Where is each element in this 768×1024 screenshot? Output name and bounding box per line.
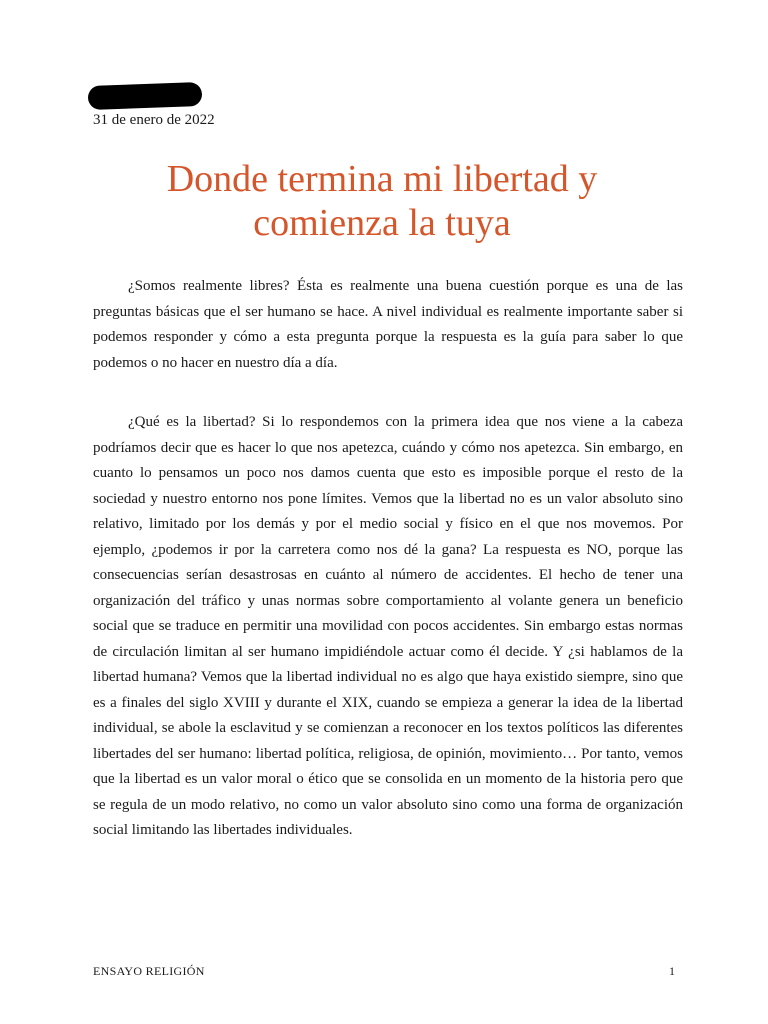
redacted-name-mark [88, 82, 203, 110]
document-date: 31 de enero de 2022 [93, 112, 215, 128]
document-title: Donde termina mi libertad y comienza la tuya [166, 158, 598, 244]
paragraph: ¿Qué es la libertad? Si lo respondemos con la primera idea que nos viene a la cabeza podríamos decir que es hacer lo que nos apetezca, cuándo y cómo nos apetezca. Sin embargo, en cuanto lo pensamos un poco nos damos cuenta que esto es imposible porque el resto de la sociedad y nuestro entorno nos pone límites. Vemos que la libertad no es un valor absoluto sino relativo, limitado por los demás y por el medio social y físico en el que nos movemos. Por ejemplo, ¿podemos ir por la carretera como nos dé la gana? La respuesta es NO, porque las consecuencias serían desastrosas en cuánto al número de accidentes. El hecho de tener una organización del tráfico y unas normas sobre comportamiento al volante genera un beneficio social que se traduce en permitir una movilidad con pocos accidentes. Sin embargo estas normas de circulación limitan al ser humano impidiéndole actuar como él decide. Y ¿si hablamos de la libertad humana? Vemos que la libertad individual no es algo que haya existido siempre, sino que es a finales del siglo XVIII y durante el XIX, cuando se empieza a generar la idea de la libertad individual, se abole la esclavitud y se comienzan a reconocer en los textos políticos las diferentes libertades del ser humano: libertad política, religiosa, de opinión, movimiento… Por tanto, vemos que la libertad es un valor moral o ético que se consolida en un momento de la historia pero que se regula de un modo relativo, no como un valor absoluto sino como una forma de organización social limitando las libertades individuales. [93, 414, 683, 838]
paragraph: ¿Somos realmente libres? Ésta es realmente una buena cuestión porque es una de las preguntas básicas que el ser humano se hace. A nivel individual es realmente importante saber si podemos responder y cómo a esta pregunta porque la respuesta es la guía para saber lo que podemos o no hacer en nuestro día a día. [93, 278, 683, 371]
footer-label: ENSAYO RELIGIÓN [93, 964, 205, 978]
page-number: 1 [669, 964, 675, 978]
document-body [93, 274, 683, 844]
